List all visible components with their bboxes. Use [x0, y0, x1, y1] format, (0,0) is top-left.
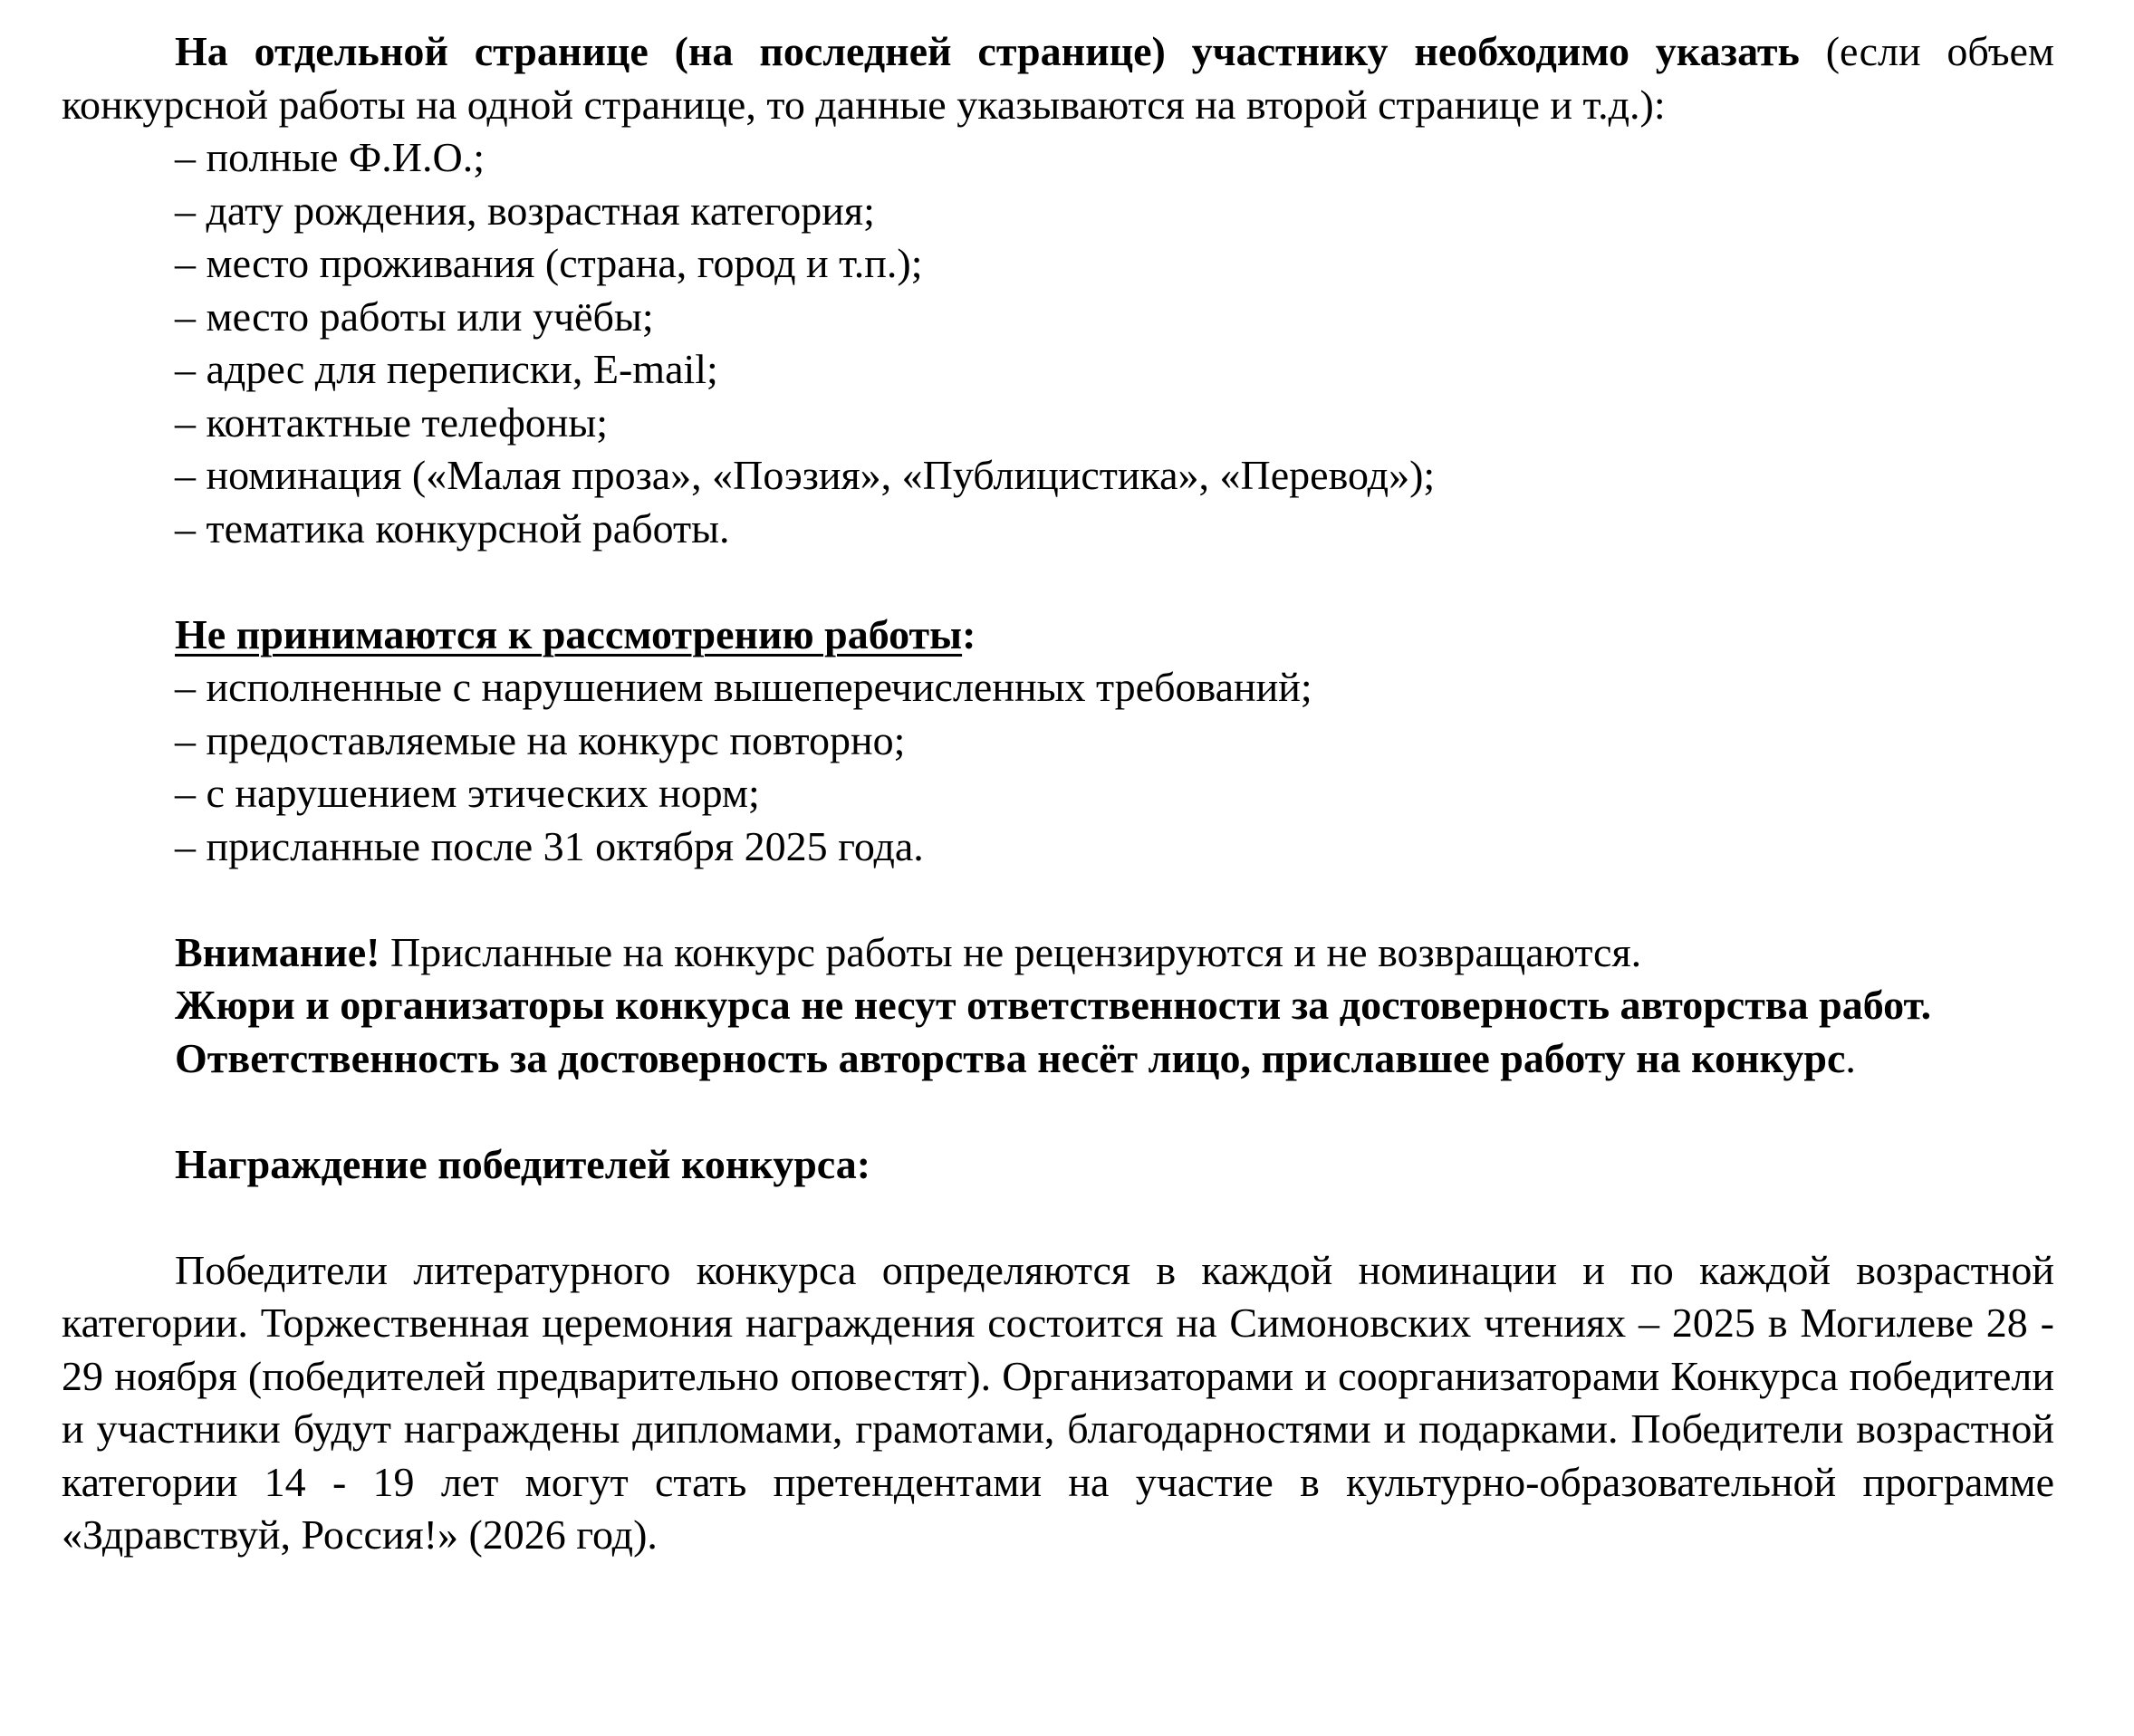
blank-line — [62, 555, 2054, 609]
document-page — [62, 25, 2054, 1562]
list-item: – номинация («Малая проза», «Поэзия», «Публицистика», «Перевод»); — [175, 452, 1436, 498]
participant-data-intro-rest: (если объем конкурсной работы на одной странице, то данные указываются на второй странице и т.д.): — [62, 28, 2055, 128]
list-item: – исполненные с нарушением вышеперечисленных требований; — [175, 664, 1312, 710]
blank-line — [62, 873, 2054, 926]
responsibility-paragraph — [62, 1032, 2054, 1086]
list-item: – с нарушением этических норм; — [175, 770, 760, 816]
awards-heading-text: Награждение победителей конкурса: — [175, 1140, 871, 1187]
awards-paragraph: Победители литературного конкурса определяются в каждой номинации и по каждой возрастной категории. Торжественная церемония награждения состоится на Симоновских чтениях – 2025 в Могилеве 28 - 29 ноября (победителей предварительно оповестят). Организаторами и соорганизаторами Конкурса победители и участники будут награждены дипломами, грамотами, благодарностями и подарками. Победители возрастной категории 14 - 19 лет могут стать претендентами на участие в культурно-образовательной программе «Здравствуй, Россия!» (2026 год). — [62, 1246, 2054, 1558]
blank-line — [62, 1191, 2054, 1244]
jury-text: Жюри и организаторы конкурса не несут ответственности за достоверность авторства работ. — [175, 982, 1932, 1028]
responsibility-end: . — [1845, 1034, 1856, 1081]
list-item: – тематика конкурсной работы. — [175, 504, 730, 551]
awards-heading — [62, 1138, 2054, 1192]
participant-data-intro-bold: На отдельной странице (на последней странице) участнику необходимо указать — [175, 28, 1800, 74]
responsibility-text: Ответственность за достоверность авторства несёт лицо, приславшее работу на конкурс — [175, 1034, 1846, 1081]
attention-label: Внимание! — [175, 928, 380, 975]
attention-paragraph — [62, 926, 2054, 980]
list-item: – предоставляемые на конкурс повторно; — [175, 716, 906, 763]
list-item: – место проживания (страна, город и т.п.); — [175, 240, 923, 286]
jury-paragraph — [62, 979, 2054, 1032]
list-item: – место работы или учёбы; — [175, 293, 654, 340]
list-item: – полные Ф.И.О.; — [175, 134, 485, 180]
blank-line — [62, 1085, 2054, 1138]
attention-text: Присланные на конкурс работы не рецензируются и не возвращаются. — [380, 928, 1642, 975]
list-item: – адрес для переписки, E-mail; — [175, 346, 718, 392]
list-item: – присланные после 31 октября 2025 года. — [175, 822, 924, 869]
list-item: – контактные телефоны; — [175, 398, 609, 446]
rejection-heading-text: Не принимаются к рассмотрению работы — [175, 610, 963, 657]
rejection-heading-colon: : — [962, 610, 976, 657]
participant-data-intro — [62, 25, 2054, 131]
rejection-heading — [62, 609, 2054, 662]
list-item: – дату рождения, возрастная категория; — [175, 187, 875, 234]
